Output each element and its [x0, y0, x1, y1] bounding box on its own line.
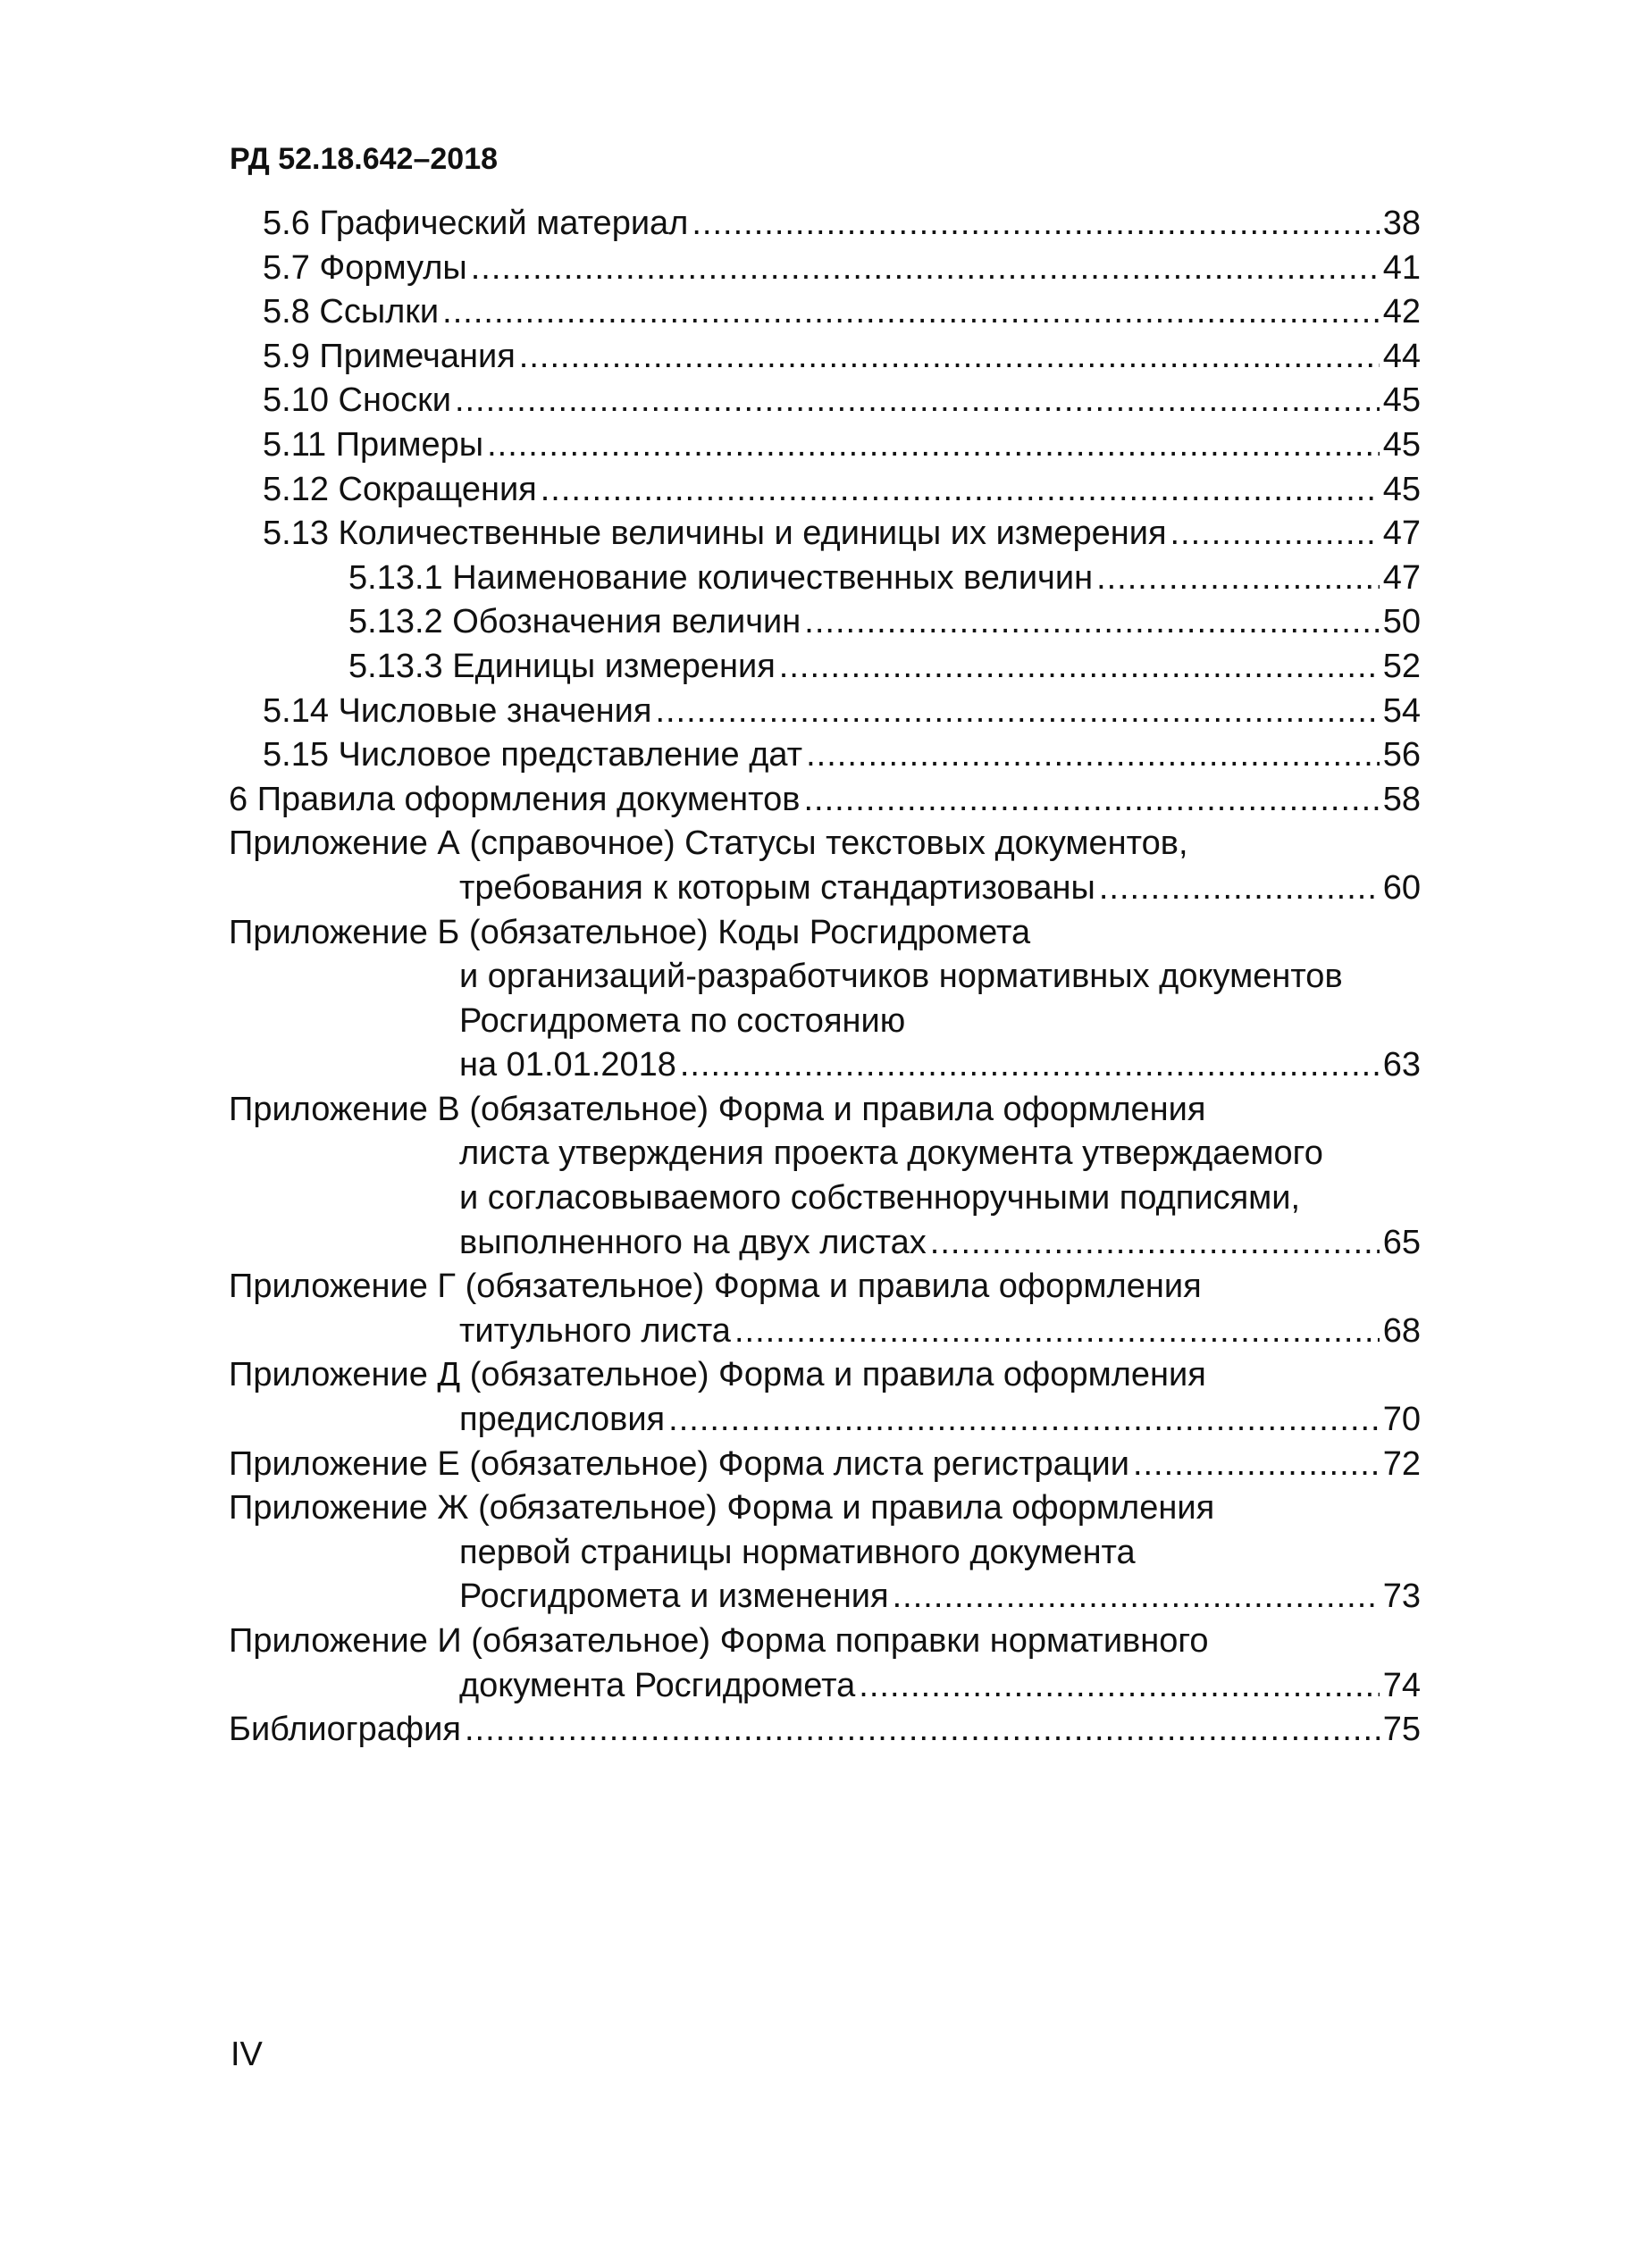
- toc-entry[interactable]: [229, 1575, 1421, 1619]
- toc-entry-title: и согласовываемого собственноручными подписями,: [459, 1179, 1301, 1218]
- toc-entry[interactable]: [229, 1221, 1421, 1266]
- toc-leader-dots: [804, 600, 1379, 645]
- toc-entry-title: 5.6 Графический материал: [263, 205, 689, 242]
- toc-entry-title: 5.13.2 Обозначения величин: [348, 603, 801, 641]
- toc-entry-title: 5.9 Примечания: [263, 337, 516, 375]
- toc-page-number: 47: [1382, 515, 1421, 553]
- toc-leader-dots: [442, 290, 1380, 335]
- toc-leader-dots: [680, 1043, 1380, 1088]
- toc-entry-title: Приложение Б (обязательное) Коды Росгидромета: [229, 913, 1031, 951]
- toc-leader-dots: [692, 202, 1379, 247]
- toc-leader-dots: [1099, 866, 1380, 911]
- toc-page-number: 74: [1382, 1666, 1421, 1704]
- toc-page-number: 68: [1382, 1311, 1421, 1350]
- toc-entry-title: 5.11 Примеры: [263, 425, 484, 464]
- toc-entry[interactable]: [229, 290, 1421, 335]
- toc-page-number: 54: [1382, 691, 1421, 730]
- toc-entry-heading[interactable]: [229, 911, 1421, 956]
- toc-leader-dots: [893, 1575, 1380, 1619]
- toc-leader-dots: [465, 1708, 1380, 1753]
- toc-entry[interactable]: [229, 1043, 1421, 1088]
- toc-entry-title: 5.13.1 Наименование количественных величин: [348, 558, 1094, 597]
- toc-entry[interactable]: [229, 247, 1421, 291]
- toc-page-number: 45: [1382, 470, 1421, 508]
- page-number: IV: [231, 2036, 263, 2073]
- toc-entry-title: 5.15 Числовое представление дат: [263, 736, 803, 774]
- toc-page-number: 47: [1382, 558, 1421, 597]
- toc-entry-heading[interactable]: [229, 1088, 1421, 1133]
- toc-entry[interactable]: [229, 379, 1421, 423]
- toc-entry[interactable]: [229, 335, 1421, 380]
- toc-entry-continuation[interactable]: [229, 955, 1421, 1000]
- toc-entry[interactable]: [229, 733, 1421, 778]
- toc-entry-continuation[interactable]: [229, 1132, 1421, 1176]
- document-code-header: РД 52.18.642–2018: [230, 142, 499, 176]
- toc-entry-title: Приложение И (обязательное) Форма поправки нормативного: [229, 1622, 1209, 1660]
- toc-page-number: 73: [1382, 1578, 1421, 1616]
- toc-page-number: 42: [1382, 293, 1421, 331]
- toc-entry-title: первой страницы нормативного документа: [459, 1533, 1136, 1571]
- toc-entry-heading[interactable]: [229, 822, 1421, 866]
- toc-entry-heading[interactable]: [229, 1265, 1421, 1310]
- toc-entry[interactable]: [229, 778, 1421, 823]
- toc-entry-title: 6 Правила оформления документов: [229, 780, 801, 818]
- toc-page-number: 75: [1382, 1711, 1421, 1749]
- toc-entry-title: 5.10 Сноски: [263, 381, 451, 420]
- toc-entry[interactable]: [229, 1398, 1421, 1443]
- toc-entry-title: Приложение А (справочное) Статусы текстовых документов,: [229, 824, 1188, 863]
- toc-entry[interactable]: [229, 512, 1421, 557]
- toc-entry-title: Росгидромета и изменения: [459, 1578, 889, 1616]
- toc-entry-title: документа Росгидромета: [459, 1666, 856, 1704]
- toc-entry-title: листа утверждения проекта документа утверждаемого: [459, 1134, 1323, 1173]
- toc-entry-continuation[interactable]: [229, 1531, 1421, 1576]
- toc-entry[interactable]: [229, 423, 1421, 468]
- toc-page-number: 52: [1382, 647, 1421, 685]
- toc-entry-title: Росгидромета по состоянию: [459, 1001, 906, 1040]
- toc-entry-title: Приложение Ж (обязательное) Форма и правила оформления: [229, 1489, 1215, 1527]
- toc-leader-dots: [455, 379, 1380, 423]
- toc-entry[interactable]: [229, 645, 1421, 690]
- toc-leader-dots: [541, 468, 1380, 513]
- toc-entry-title: на 01.01.2018: [459, 1046, 676, 1084]
- toc-page-number: 45: [1382, 425, 1421, 464]
- toc-leader-dots: [803, 778, 1379, 823]
- toc-entry-title: 5.13 Количественные величины и единицы их измерения: [263, 515, 1167, 553]
- toc-leader-dots: [859, 1664, 1379, 1709]
- toc-leader-dots: [930, 1221, 1380, 1266]
- toc-entry-heading[interactable]: [229, 1486, 1421, 1531]
- toc-entry[interactable]: [229, 1708, 1421, 1753]
- toc-entry[interactable]: [229, 557, 1421, 601]
- toc-page-number: 60: [1382, 868, 1421, 907]
- toc-entry[interactable]: [229, 468, 1421, 513]
- toc-leader-dots: [779, 645, 1380, 690]
- toc-page-number: 50: [1382, 603, 1421, 641]
- toc-page-number: 38: [1382, 205, 1421, 242]
- toc-entry[interactable]: [229, 1664, 1421, 1709]
- toc-page-number: 70: [1382, 1401, 1421, 1439]
- toc-leader-dots: [1170, 512, 1380, 557]
- toc-page-number: 45: [1382, 381, 1421, 420]
- toc-entry[interactable]: [229, 1310, 1421, 1354]
- toc-entry-title: предисловия: [459, 1401, 666, 1439]
- toc-entry-continuation[interactable]: [229, 1000, 1421, 1044]
- toc-entry[interactable]: [229, 600, 1421, 645]
- toc-entry-title: 5.12 Сокращения: [263, 470, 537, 508]
- toc-entry-title: Библиография: [229, 1711, 461, 1749]
- toc-leader-dots: [655, 690, 1379, 734]
- toc-entry-title: Приложение Е (обязательное) Форма листа регистрации: [229, 1444, 1129, 1483]
- toc-entry-heading[interactable]: [229, 1353, 1421, 1398]
- toc-entry-title: 5.7 Формулы: [263, 248, 467, 287]
- toc-entry-title: 5.14 Числовые значения: [263, 691, 652, 730]
- toc-page-number: 41: [1382, 248, 1421, 287]
- toc-page-number: 65: [1382, 1223, 1421, 1261]
- table-of-contents: [229, 202, 1421, 1753]
- toc-entry-title: и организаций-разработчиков нормативных документов: [459, 958, 1343, 996]
- toc-leader-dots: [668, 1398, 1380, 1443]
- toc-entry-title: титульного листа: [459, 1311, 731, 1350]
- toc-entry-title: Приложение Д (обязательное) Форма и правила оформления: [229, 1356, 1206, 1394]
- toc-leader-dots: [487, 423, 1380, 468]
- toc-entry[interactable]: [229, 690, 1421, 734]
- toc-page-number: 63: [1382, 1046, 1421, 1084]
- toc-entry-continuation[interactable]: [229, 1176, 1421, 1221]
- toc-page-number: 56: [1382, 736, 1421, 774]
- toc-entry-title: 5.8 Ссылки: [263, 293, 440, 331]
- toc-entry[interactable]: [229, 202, 1421, 247]
- toc-leader-dots: [1096, 557, 1380, 601]
- toc-entry-title: 5.13.3 Единицы измерения: [348, 647, 776, 685]
- toc-entry[interactable]: [229, 866, 1421, 911]
- toc-entry-heading[interactable]: [229, 1619, 1421, 1664]
- toc-leader-dots: [1133, 1443, 1380, 1487]
- toc-leader-dots: [734, 1310, 1380, 1354]
- toc-leader-dots: [471, 247, 1380, 291]
- toc-entry-title: Приложение В (обязательное) Форма и правила оформления: [229, 1090, 1206, 1128]
- toc-entry[interactable]: [229, 1443, 1421, 1487]
- toc-leader-dots: [806, 733, 1380, 778]
- toc-entry-title: требования к которым стандартизованы: [459, 868, 1095, 907]
- toc-entry-title: выполненного на двух листах: [459, 1223, 927, 1261]
- toc-page-number: 58: [1382, 780, 1421, 818]
- toc-entry-title: Приложение Г (обязательное) Форма и правила оформления: [229, 1268, 1202, 1306]
- toc-leader-dots: [519, 335, 1380, 380]
- toc-page-number: 44: [1382, 337, 1421, 375]
- toc-page-number: 72: [1382, 1444, 1421, 1483]
